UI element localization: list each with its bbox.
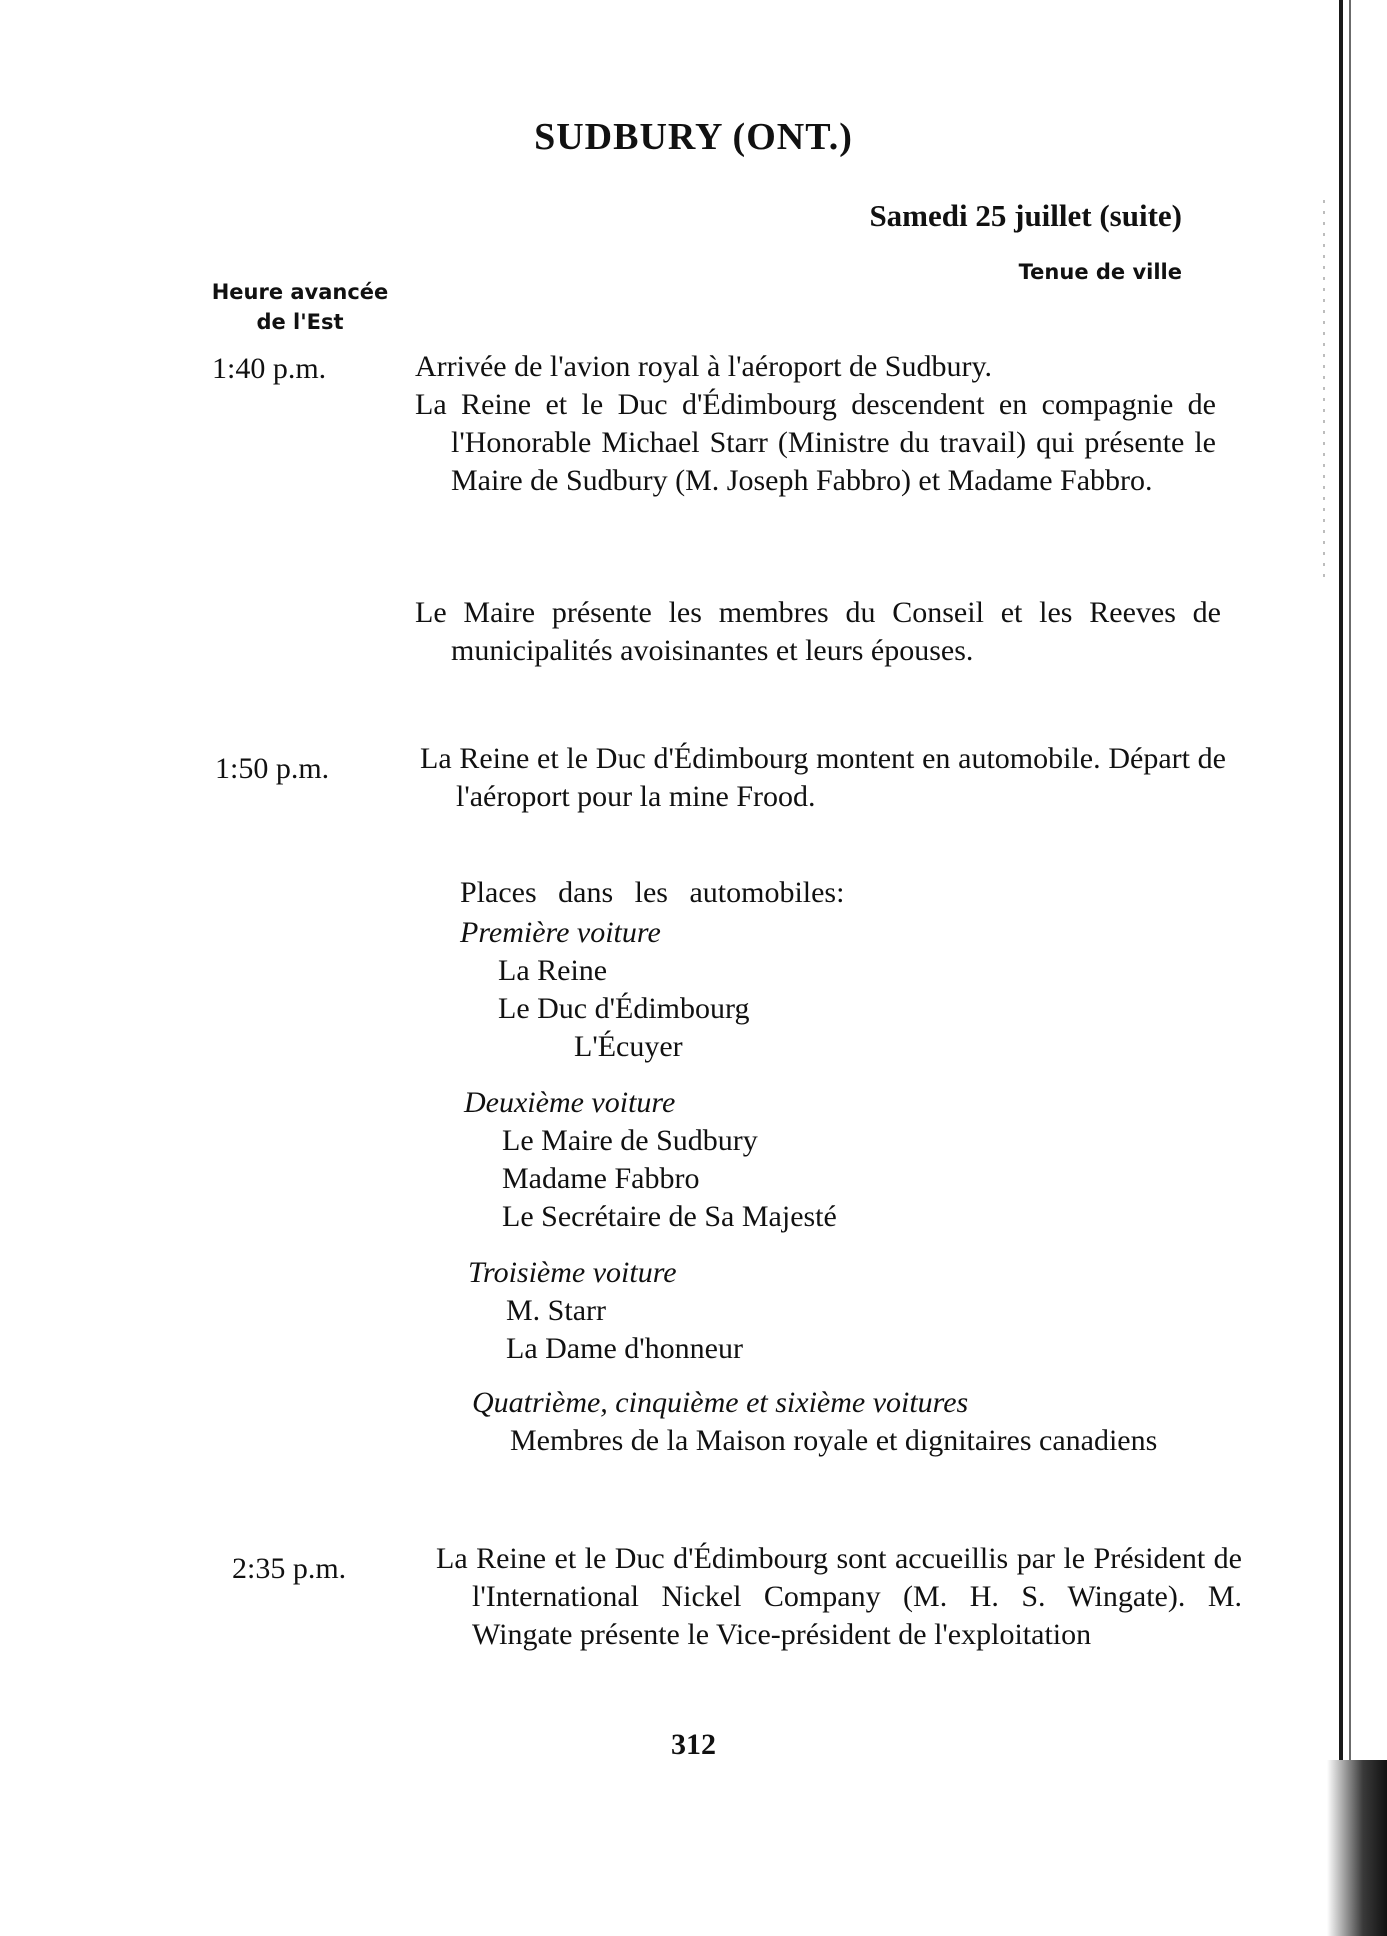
entry-paragraph: Le Maire présente les membres du Conseil et les Reeves de municipalités avoisinantes et leurs épouses. (415, 596, 1221, 667)
car-occupant: Madame Fabbro (502, 1162, 700, 1195)
entry-time: 2:35 p.m. (232, 1552, 347, 1585)
car-label: Première voiture (460, 916, 661, 949)
car-group-3 (468, 1254, 1168, 1368)
car-label: Deuxième voiture (464, 1086, 676, 1119)
car-label: Troisième voiture (468, 1256, 677, 1289)
car-group-4 (472, 1384, 1212, 1460)
car-occupant: La Reine (498, 954, 608, 987)
car-occupant: La Dame d'honneur (506, 1332, 743, 1365)
entry-paragraph: La Reine et le Duc d'Édimbourg sont accueillis par le Président de l'International Nickel Company (M. H. S. Wingate). M. Wingate présente le Vice-président de l'exploitation (436, 1542, 1242, 1651)
car-label: Quatrième, cinquième et sixième voitures (472, 1386, 969, 1419)
page-number: 312 (671, 1728, 716, 1761)
page-title: SUDBURY (ONT.) (534, 116, 853, 158)
car-group-1 (460, 914, 1160, 1066)
places-heading: Places dans les automobiles: (460, 876, 845, 909)
time-column-label (175, 277, 425, 337)
car-occupant: Le Secrétaire de Sa Majesté (502, 1200, 837, 1233)
time-column-label-line1: Heure avancée (211, 280, 389, 304)
entry-time: 1:50 p.m. (215, 752, 330, 785)
car-occupant: Le Duc d'Édimbourg (498, 992, 750, 1025)
entry-paragraph: Arrivée de l'avion royal à l'aéroport de Sudbury. (415, 350, 993, 383)
car-occupant: Le Maire de Sudbury (502, 1124, 758, 1157)
car-occupant: L'Écuyer (574, 1030, 683, 1063)
schedule-date: Samedi 25 juillet (suite) (869, 198, 1182, 233)
book-gutter (1317, 0, 1387, 1936)
entry-paragraph: La Reine et le Duc d'Édimbourg montent en automobile. Départ de l'aéroport pour la mine Frood. (420, 742, 1226, 813)
car-group-2 (464, 1084, 1164, 1236)
car-occupant: Membres de la Maison royale et dignitaires canadiens (510, 1424, 1158, 1457)
entry-time: 1:40 p.m. (212, 352, 327, 385)
entry-paragraph: La Reine et le Duc d'Édimbourg descendent en compagnie de l'Honorable Michael Starr (Ministre du travail) qui présente le Maire de Sudbury (M. Joseph Fabbro) et Madame Fabbro. (415, 388, 1216, 497)
car-occupant: M. Starr (506, 1294, 606, 1327)
time-column-label-line2: de l'Est (256, 310, 344, 334)
dress-code: Tenue de ville (1018, 260, 1182, 284)
